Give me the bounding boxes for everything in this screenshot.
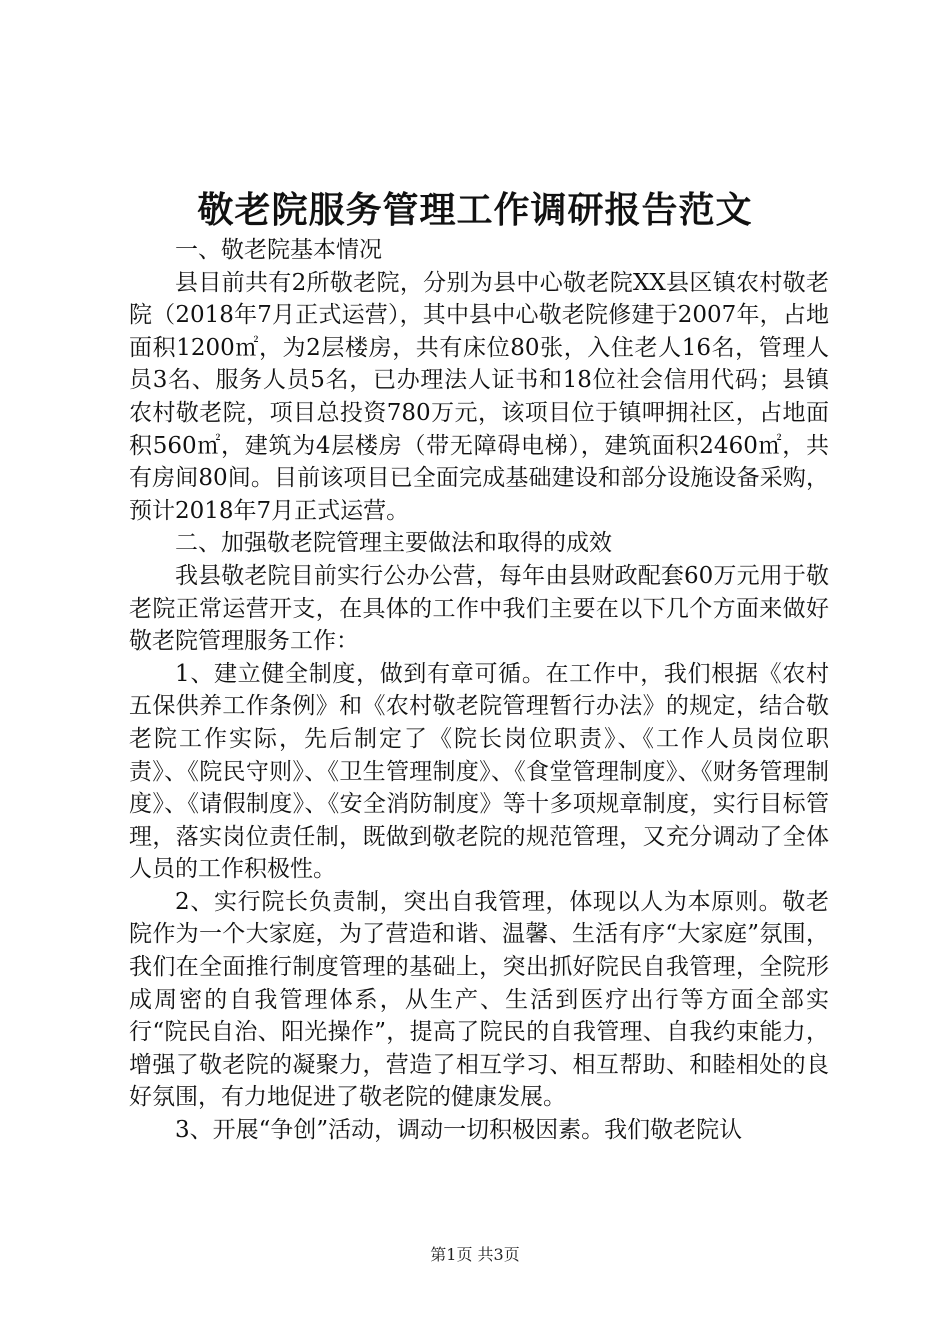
paragraph-funding: 我县敬老院目前实行公办公营，每年由县财政配套60万元用于敬老院正常运营开支，在具体的工作中我们主要在以下几个方面来做好敬老院管理服务工作：	[129, 562, 829, 655]
paragraph-basic-info: 县目前共有2所敬老院，分别为县中心敬老院XX县区镇农村敬老院（2018年7月正式运营），其中县中心敬老院修建于2007年，占地面积1200㎡，为2层楼房，共有床位80张，入住老人16名，管理人员3名、服务人员5名，已办理法人证书和18位社会信用代码；县镇农村敬老院，项目总投资780万元，该项目位于镇呷拥社区，占地面积560㎡，建筑为4层楼房（带无障碍电梯），建筑面积2460㎡，共有房间80间。目前该项目已全面完成基础建设和部分设施设备采购，预计2018年7月正式运营。	[129, 269, 829, 524]
section-heading-2: 二、加强敬老院管理主要做法和取得的成效	[175, 530, 612, 557]
document-body	[129, 234, 829, 1147]
paragraph-item-2: 2、实行院长负责制，突出自我管理，体现以人为本原则。敬老院作为一个大家庭，为了营造和谐、温馨、生活有序“大家庭”氛围，我们在全面推行制度管理的基础上，突出抓好院民自我管理，全院形成周密的自我管理体系，从生产、生活到医疗出行等方面全部实行“院民自治、阳光操作”，提高了院民的自我管理、自我约束能力，增强了敬老院的凝聚力，营造了相互学习、相互帮助、和睦相处的良好氛围，有力地促进了敬老院的健康发展。	[129, 888, 829, 1111]
document-title: 敬老院服务管理工作调研报告范文	[197, 189, 753, 231]
paragraph-item-1: 1、建立健全制度，做到有章可循。在工作中，我们根据《农村五保供养工作条例》和《农村敬老院管理暂行办法》的规定，结合敬老院工作实际，先后制定了《院长岗位职责》、《工作人员岗位职责》、《院民守则》、《卫生管理制度》、《食堂管理制度》、《财务管理制度》、《请假制度》、《安全消防制度》等十多项规章制度，实行目标管理，落实岗位责任制，既做到敬老院的规范管理，又充分调动了全体人员的工作积极性。	[129, 660, 829, 883]
page-number: 第1页 共3页	[430, 1245, 520, 1264]
section-heading-1: 一、敬老院基本情况	[175, 237, 382, 263]
paragraph-item-3: 3、开展“争创”活动，调动一切积极因素。我们敬老院认	[175, 1117, 743, 1144]
